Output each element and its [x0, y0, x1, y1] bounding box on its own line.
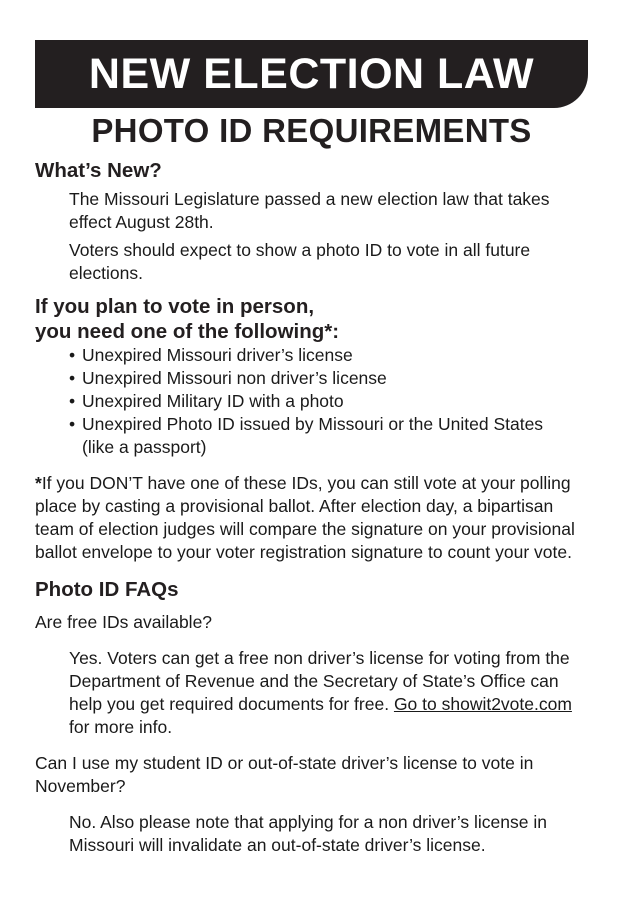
asterisk-mark: * [35, 473, 42, 493]
faq-answer-2: No. Also please note that applying for a non driver’s license in Missouri will invalidate an out-of-state driver’s license. [69, 812, 547, 855]
whats-new-paragraph-2: Voters should expect to show a photo ID to vote in all future elections. [69, 240, 531, 283]
bullet-icon: • [69, 414, 76, 434]
in-person-heading-line-2: you need one of the following*: [35, 320, 340, 343]
page-subtitle: PHOTO ID REQUIREMENTS [91, 112, 532, 149]
bullet-icon: • [69, 345, 76, 365]
faq-question-2: Can I use my student ID or out-of-state driver’s license to vote in November? [35, 753, 534, 796]
list-item: • Unexpired Military ID with a photo [69, 391, 344, 411]
bullet-icon: • [69, 368, 76, 388]
in-person-heading-line-1: If you plan to vote in person, [35, 295, 315, 318]
list-item: • Unexpired Missouri non driver’s license [69, 368, 387, 388]
whats-new-paragraph-1: The Missouri Legislature passed a new election law that takes effect August 28th. [69, 189, 550, 232]
faq-heading: Photo ID FAQs [35, 578, 179, 601]
provisional-ballot-note: *If you DON’T have one of these IDs, you can still vote at your polling place by casting a provisional ballot. After election day, a bipartisan team of election judges will compare the signature on your provisional ballot envelope to your voter registration signature to count your vote. [35, 473, 575, 562]
faq-question-1: Are free IDs available? [35, 612, 213, 632]
faq-answer-1: Yes. Voters can get a free non driver’s license for voting from the Department of Revenue and the Secretary of State’s Office can help you get required documents for free. Go to showit2vote.com for more info. [69, 648, 572, 737]
list-item: • Unexpired Missouri driver’s license [69, 345, 353, 365]
showit2vote-link[interactable]: Go to showit2vote.com [393, 694, 572, 714]
title-banner [35, 40, 588, 108]
whats-new-heading: What’s New? [35, 159, 162, 182]
document-body [35, 158, 595, 857]
accepted-id-list [35, 344, 595, 459]
list-item: • Unexpired Photo ID issued by Missouri or the United States (like a passport) [69, 414, 544, 457]
page-title: NEW ELECTION LAW [88, 49, 535, 98]
bullet-icon: • [69, 391, 76, 411]
